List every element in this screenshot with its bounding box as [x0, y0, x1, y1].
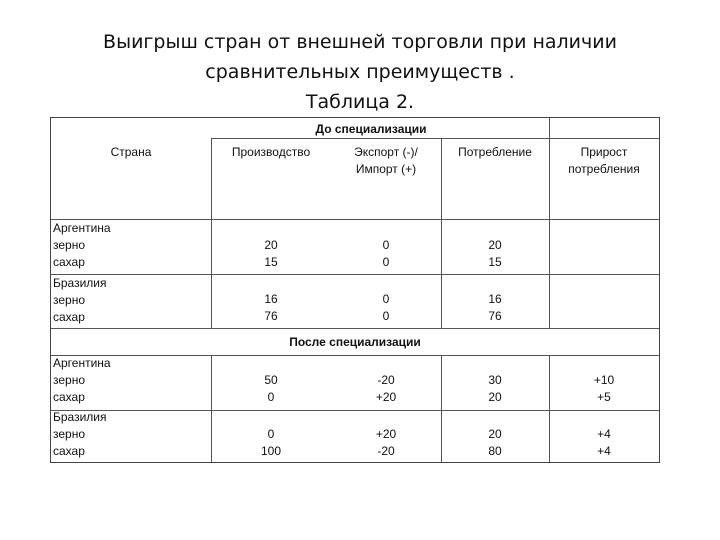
value: +10 — [593, 373, 615, 387]
value: 0 — [382, 292, 390, 306]
row-divider — [51, 328, 659, 329]
value: +5 — [597, 390, 611, 404]
header-export-import-line-2: Импорт (+) — [355, 162, 417, 176]
product-name: зерно — [53, 427, 86, 441]
header-growth-line-2: потребления — [568, 162, 640, 176]
consumption-cell — [441, 291, 549, 325]
value: 30 — [488, 373, 502, 387]
country-name: Аргентина — [53, 356, 111, 370]
value: 76 — [264, 309, 278, 323]
value: 20 — [264, 238, 278, 252]
value: +20 — [375, 427, 397, 441]
value: 0 — [382, 309, 390, 323]
trade-cell — [331, 426, 441, 460]
trade-cell — [331, 237, 441, 271]
production-cell — [211, 426, 331, 460]
header-consumption: Потребление — [458, 145, 532, 159]
trade-table — [50, 117, 660, 463]
value: 15 — [488, 255, 502, 269]
country-name: Бразилия — [53, 410, 107, 424]
header-country: Страна — [110, 145, 152, 159]
product-name: зерно — [53, 293, 86, 307]
value: 16 — [264, 292, 278, 306]
value: 100 — [260, 444, 282, 458]
header-growth-line-1: Прирост — [580, 145, 628, 159]
country-name: Аргентина — [53, 221, 111, 235]
title-line-3: Таблица 2. — [305, 91, 415, 113]
product-name: сахар — [53, 444, 85, 458]
value: 50 — [264, 373, 278, 387]
value: 20 — [488, 238, 502, 252]
value: +4 — [597, 427, 611, 441]
value: 80 — [488, 444, 502, 458]
trade-cell — [331, 372, 441, 406]
value: 15 — [264, 255, 278, 269]
production-cell — [211, 237, 331, 271]
slide-title — [0, 27, 720, 117]
product-name: сахар — [53, 310, 85, 324]
product-name: зерно — [53, 373, 86, 387]
country-name: Бразилия — [53, 276, 107, 290]
row-divider — [211, 138, 659, 139]
production-cell — [211, 372, 331, 406]
header-production: Производство — [231, 145, 311, 159]
value: 20 — [488, 390, 502, 404]
value: 0 — [382, 255, 390, 269]
value: +4 — [597, 444, 611, 458]
consumption-cell — [441, 372, 549, 406]
value: 0 — [267, 390, 275, 404]
row-country-argentina-after — [53, 355, 209, 406]
consumption-cell — [441, 426, 549, 460]
growth-cell — [549, 372, 659, 406]
value: -20 — [377, 373, 395, 387]
product-name: зерно — [53, 238, 86, 252]
consumption-cell — [441, 237, 549, 271]
production-cell — [211, 291, 331, 325]
section-label-after: После специализации — [289, 335, 421, 349]
title-line-1: Выигрыш стран от внешней торговли при наличии — [103, 31, 617, 53]
header-growth — [549, 144, 659, 178]
title-line-2: сравнительных преимуществ . — [205, 61, 515, 83]
row-country-brazil-before — [53, 275, 209, 326]
section-label-before: До специализации — [315, 122, 427, 136]
product-name: сахар — [53, 390, 85, 404]
value: -20 — [377, 444, 395, 458]
growth-cell — [549, 426, 659, 460]
value: 16 — [488, 292, 502, 306]
row-country-brazil-after — [53, 409, 209, 460]
value: 20 — [488, 427, 502, 441]
row-country-argentina-before — [53, 220, 209, 271]
value: 0 — [382, 238, 390, 252]
product-name: сахар — [53, 255, 85, 269]
value: 76 — [488, 309, 502, 323]
header-export-import-line-1: Экспорт (-)/ — [354, 145, 418, 159]
value: 0 — [267, 427, 275, 441]
value: +20 — [375, 390, 397, 404]
trade-cell — [331, 291, 441, 325]
header-export-import — [331, 144, 441, 178]
